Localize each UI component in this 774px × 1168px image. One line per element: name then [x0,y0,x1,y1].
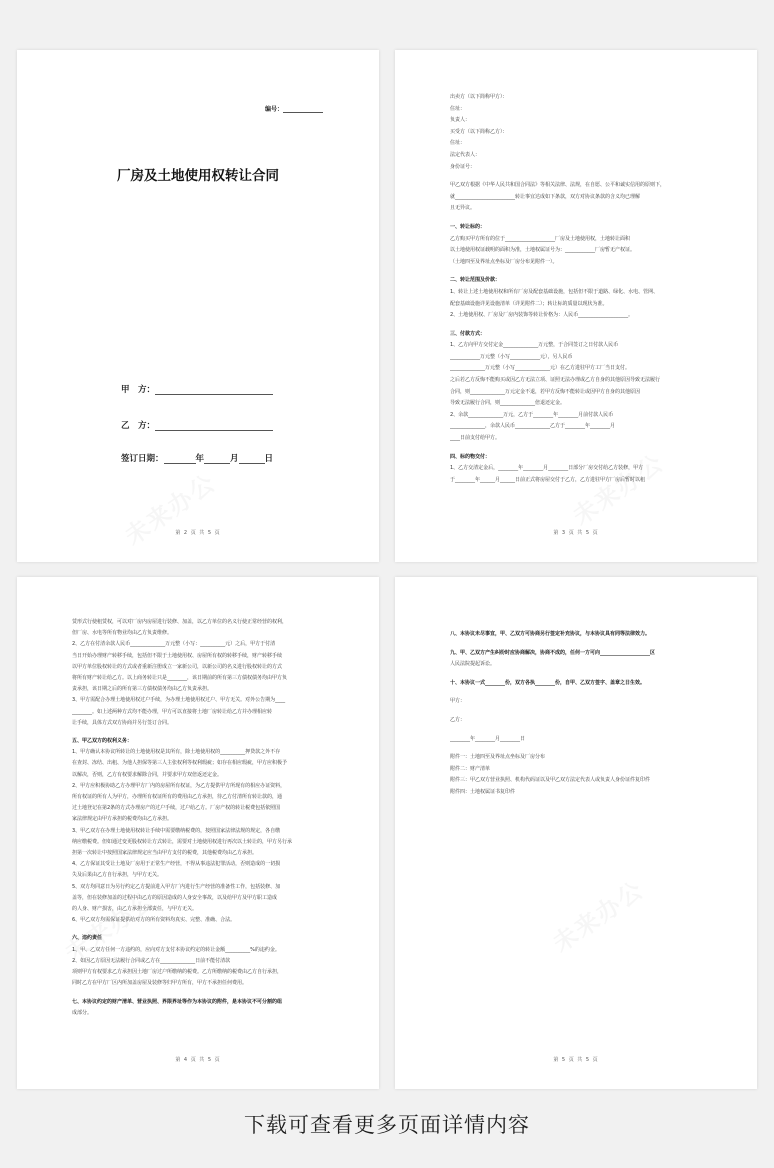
text-line: ________。如上述两种方式均不能办理，甲方可以直接将土地厂房转让给乙方并办理相应转 [72,708,273,715]
text-line: 负责人： [450,117,471,124]
sign-date-label: 签订日期： [121,454,164,464]
text-line: 所有权证的所有人为甲方，办理所有权证所有的费用由乙方承担，待乙方付清所有转让款的，通 [72,794,283,801]
party-a-blank [155,386,273,395]
text-line: 2、土地使用权、厂房及厂房内装饰等转让价格为：人民币____________________。 [450,312,634,319]
paragraph-gap [72,990,337,997]
party-b-line [121,419,273,431]
text-line: 于________年______月______日前正式将房屋交付于乙方，乙方进驻甲方厂房后暂时以租 [450,476,646,483]
text-line: 成部分。 [72,1009,93,1016]
text-line: 导致无法履行合同，则______________倍退还定金。 [450,400,566,407]
text-line: 1、甲方确认本协议所转让的土地使用权是其所有，除土地使用权的__________押贷款之外不存 [72,749,281,756]
text-line: 甲乙双方根据《中华人民共和国合同法》等相关法律、法规，在自愿、公平和诚实信用的原则下， [450,182,666,189]
text-line: （土地四至及界址点坐标及厂房分布见附件一）。 [450,258,558,265]
text-line: ____日前支付给甲方。 [450,435,501,442]
party-a-label: 甲 方： [121,385,156,395]
page-3 [17,577,379,1089]
text-line: 以土地使用权证载明的面积为准，土地权属证号为：____________厂房暂无产权证。 [450,247,636,254]
text-line: 失及后果由乙方自行承担，与甲方无关。 [72,872,163,879]
text-line: 五、甲乙双方的权利义务： [72,738,133,745]
paragraph-gap [450,173,715,180]
day-blank [239,455,265,464]
paragraph-gap [450,727,715,734]
text-line: 三、付款方式： [450,330,486,337]
text-line: 以解决，否则，乙方有权要求解除合同，并要求甲方双倍返还定金。 [72,771,223,778]
text-line: 同时乙方在甲方厂区内所加盖房屋及装修等归甲方所有，甲方不承担任何费用。 [72,980,248,987]
text-line: 担第一次转让中按照国家法律规定应当由甲方支付的税费，其他税费均由乙方承担。 [72,850,258,857]
text-line: 人民法院提起诉讼。 [450,661,496,668]
text-line: 1、转让上述土地使用权和所有厂房及配套基础设施，包括但不限于道路、绿化、水电、管网、 [450,288,659,295]
text-line: 且无异议。 [450,205,476,212]
text-line: 十、本协议一式________份，双方各执________份，自甲、乙双方签字、盖章之日生效。 [450,679,646,686]
download-caption: 下载可查看更多页面详情内容 [244,1113,530,1137]
page-footer: 第 3 页 共 5 页 [553,530,599,536]
text-line: ______________，余款人民币______________乙方于________年________月 [450,423,616,430]
text-line: 责承担，该日期之后的所有第三方债权债务均由乙方负责承担。 [72,686,213,693]
contract-number-label: 编号： [264,106,283,113]
text-line: 6、甲乙双方均需保证提供给对方的所有资料均真实、完整、准确、合法。 [72,917,236,924]
text-line: 之后若乙方反悔不能购买或因乙方无法立项、证照无法办理或乙方自身的其他原因导致无法履行 [450,377,661,384]
text-line: 将所有财产转让给乙方。以上商务转让只是________，该日期前的所有第三方债权债务均由甲方负 [72,675,288,682]
text-line: 2、乙方在付清余款人民币______________万元整（小写：__________元）之后，甲方于付清 [72,641,276,648]
text-line: 配套基础设施详见设施清单（详见附件二）；转让标的质量以现状为准。 [450,300,608,307]
text-line: 乙方： [450,716,466,723]
text-line: 甲方： [450,698,466,705]
text-line: 在查封、冻结、出租、为他人担保等第三人主张权利等权利瑕疵；如存在相应瑕疵，甲方应积极予 [72,760,288,767]
text-line: 八、本协议未尽事宜，甲、乙双方可协商另行签定补充协议，与本协议具有同等法律效力。 [450,631,651,637]
text-line: 过土地登记在第2条的方式办理房产的过户手续，过户给乙方。厂房产权的转让税费包括依照国 [72,805,281,812]
text-line: 的人身、财产损害，由乙方承担全部责任，与甲方无关。 [72,906,198,913]
day-label: 日 [264,454,274,464]
text-line: 1、乙方向甲方交付定金______________万元整，于合同签订之日付款人民币 [450,342,619,349]
page-3-body [72,617,337,1019]
text-line: 3、甲乙双方在办理土地使用权转让手续中需要缴纳税费的，按照国家法律法规的规定，各自缴 [72,827,281,834]
page-2-body [450,92,715,486]
contract-number-blank [283,104,323,113]
text-line: 盖等，但在装修加盖的过程中由乙方的原因造成的人身安全事故，以及给甲方及甲方职工造成 [72,894,278,901]
text-line: 2、甲方应积极协助乙方办理甲方厂内的房屋所有权证，为乙方提供甲方所现有的相应办证资料， [72,782,286,789]
text-line: 赁形式行使租赁权，可以对厂房内房屋进行装修、加盖，以乙方单位的名义行使正常经营的权利， [72,619,288,625]
text-line: 2、余款______________万元，乙方于________年________月前付款人民币 [450,411,614,418]
contract-title: 厂房及土地使用权转让合同 [117,168,279,184]
page-2 [395,50,757,562]
month-label: 月 [230,454,239,464]
text-line: 2、如因乙方原因无法履行合同或乙方在______________日前不能付清款 [72,957,231,964]
month-blank [204,455,230,464]
page-cover [17,50,379,562]
paragraph-gap [450,671,715,678]
sign-date-line [121,452,273,464]
paragraph-gap [450,689,715,696]
text-line: 4、乙方保证其受让土地及厂房用于正常生产经营，不得从事违法犯罪活动，否则造成的一切损 [72,861,281,868]
paragraph-gap [450,215,715,222]
party-b-blank [155,422,273,431]
text-line: 附件三：甲乙双方营业执照、机构代码证以及甲乙双方法定代表人或负责人身份证件复印件 [450,777,651,784]
text-line: 5、双方均同意日为另行约定乙方提前进入甲方厂内进行生产经营的准备性工作，包括装修、加 [72,883,281,890]
text-line: 住址： [450,105,466,112]
text-line: 项则甲方有权要求乙方承担因土地厂房过户所缴纳的税费。乙方所缴纳的税费由乙方自行承担， [72,969,283,976]
text-line: ____________万元整（小写____________元），另人民币 [450,353,573,360]
page-4 [395,577,757,1089]
year-label: 年 [195,454,205,464]
text-line: ______________万元整（小写______________元）在乙方进驻甲方工厂当日支付。 [450,365,631,372]
paragraph-gap [450,641,715,648]
text-line: 九、甲、乙双方产生纠纷时应协商解决，协商不成的，任何一方可向____________________区 [450,649,656,656]
page-footer: 第 5 页 共 5 页 [553,1057,599,1063]
text-line: 买受方（以下简称乙方）： [450,128,508,135]
text-line: 七、本协议约定的财产清单、营业执照、界限界址等作为本协议的附件，是本协议不可分割的组 [72,998,283,1005]
text-line: 身份证号： [450,163,476,170]
paragraph-gap [450,268,715,275]
text-line: 出卖方（以下简称甲方）： [450,94,508,100]
party-a-line [121,383,273,395]
text-line: 纳应缴税费。但如通过变更股权转让方式转让，需要对土地使用权进行再次以土转让的，甲方另行承 [72,838,293,845]
text-line: 附件二：财产清单 [450,765,491,772]
text-line: 就________________________转让事宜达成如下条款，双方对协议条款的含义均已理解 [450,193,641,200]
text-line: 二、转让范围及价款： [450,277,501,284]
watermark [544,870,649,958]
text-line: 住址： [450,140,466,147]
text-line: 但厂房、水电等所有物业均由乙方负责维修。 [72,630,173,637]
paragraph-gap [450,322,715,329]
watermark [116,463,221,551]
text-line: 让手续，具体方式双方协商并另行签订合同。 [72,719,173,726]
text-line: 一、转让标的： [450,223,486,230]
text-line: 附件四：土地权属证书复印件 [450,788,516,795]
text-line: ________年________月________日 [450,735,526,742]
text-line: 四、标的物交付： [450,453,491,460]
paragraph-gap [450,445,715,452]
page-footer: 第 2 页 共 5 页 [175,530,221,536]
page-4-body [450,629,715,799]
text-line: 1、甲、乙双方任何一方违约的，应向对方支付本协议约定的转让金额__________%的违约金。 [72,946,280,953]
year-blank [164,455,196,464]
text-line: 1、乙方交清定金后，________年________月________日部分厂房交付给乙方装修，甲方 [450,465,644,472]
paragraph-gap [450,708,715,715]
text-line: 法定代表人： [450,151,481,158]
text-line: 当日开始办理财产转移手续，包括但不限于土地使用权、房屋所有权的转移手续，财产转移手续 [72,652,283,659]
paragraph-gap [72,729,337,736]
text-line: 附件一：土地四至及界址点坐标及厂房分布 [450,754,546,761]
text-line: 合同，则______________万元定金不退，若甲方反悔不能转让或因甲方自身的其他原因 [450,388,641,395]
text-line: 3、甲方需配合办理土地使用权过户手续，为办理土地使用权过户、甲方无关。对外公告期为____ [72,697,286,704]
page-footer: 第 4 页 共 5 页 [175,1057,221,1063]
text-line: 以甲方单位股权转让的方式或者重新注册成立一家新公司，以新公司的名义进行股权转让的方式 [72,663,283,670]
text-line: 家法律规定由甲方承担的税费均由乙方承担。 [72,816,173,823]
text-line: 乙方购买甲方所有的位于____________________厂房及土地使用权，土地转让面积 [450,235,631,242]
party-b-label: 乙 方： [121,421,156,431]
text-line: 六、违约责任 [72,935,103,942]
paragraph-gap [450,745,715,752]
contract-number [265,104,323,113]
